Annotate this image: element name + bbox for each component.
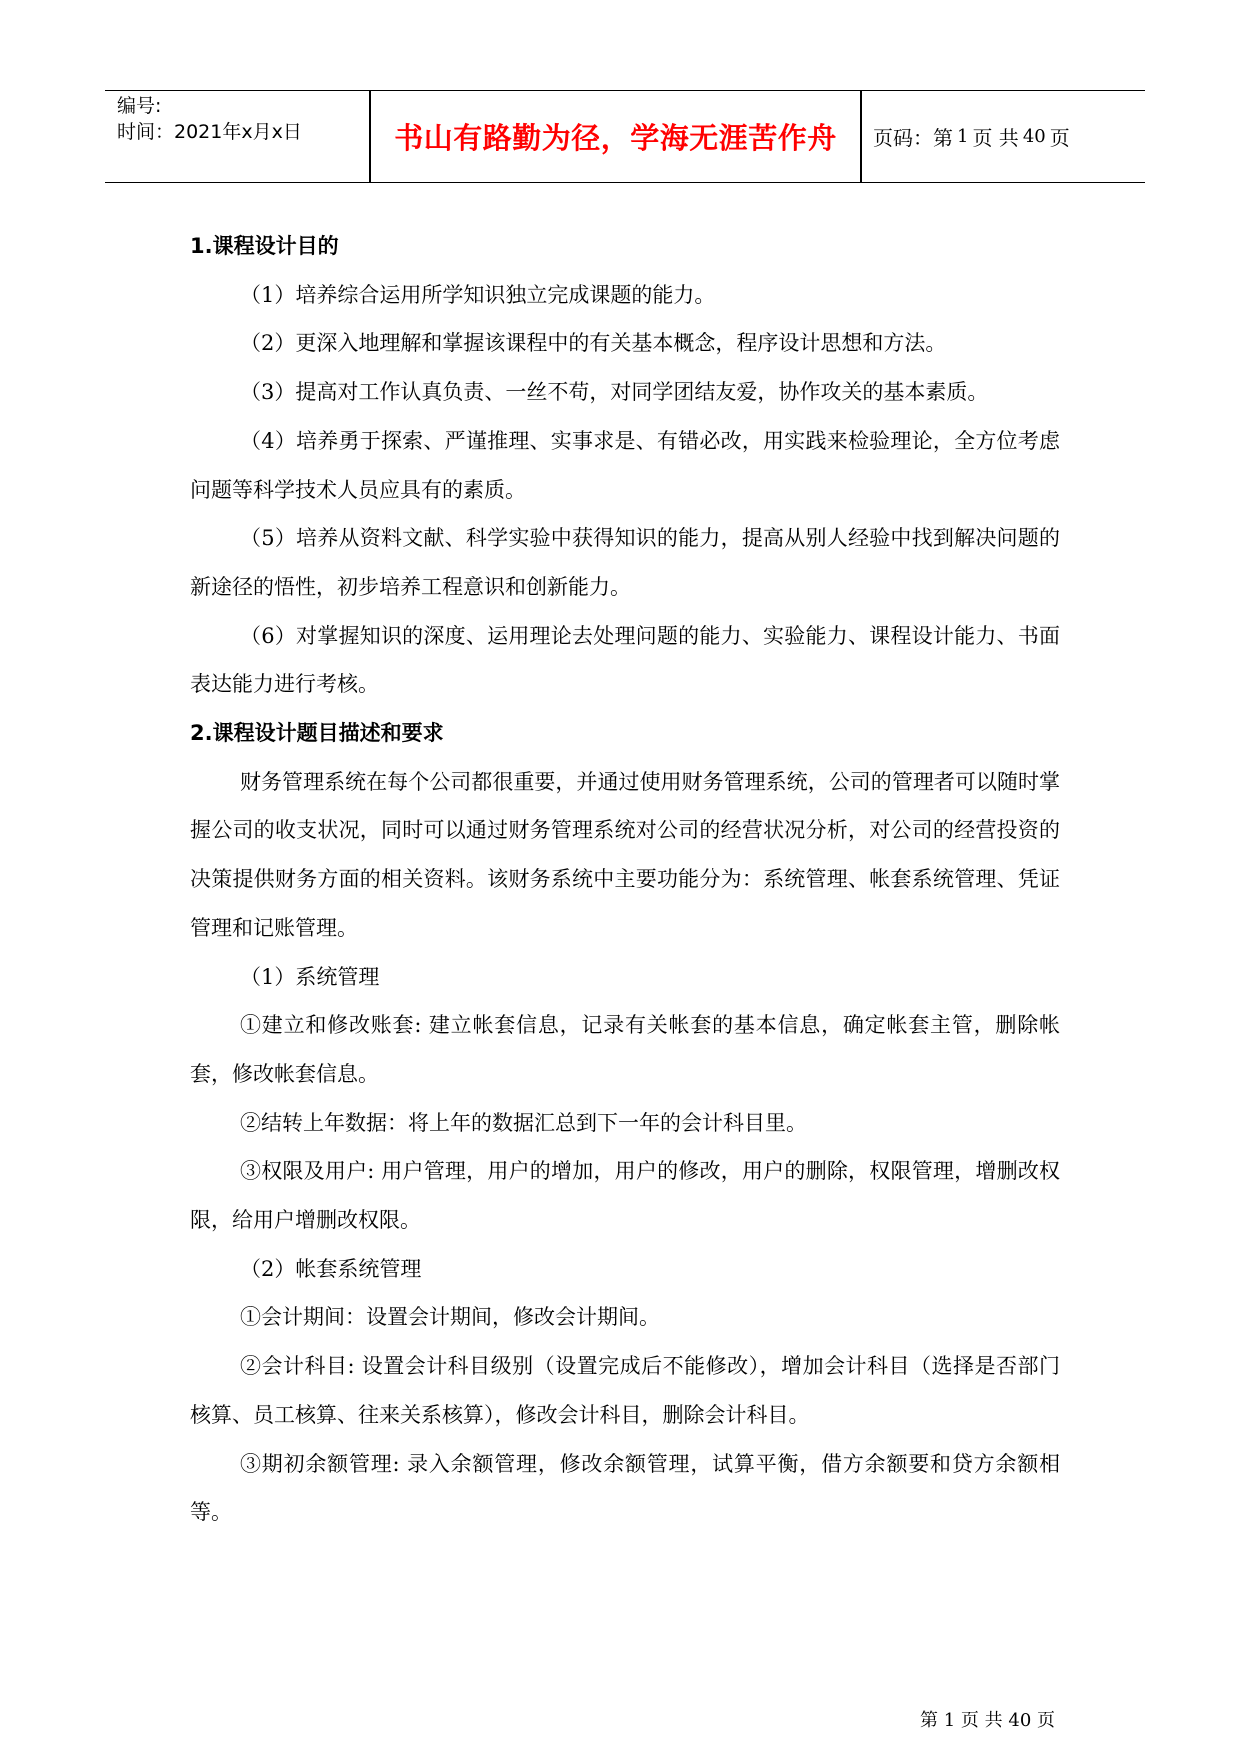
page-middle: 页 共 bbox=[972, 126, 1019, 150]
subsection-title: （1）系统管理 bbox=[240, 964, 380, 989]
page-header bbox=[105, 90, 1145, 183]
paragraph: （5）培养从资料文献、科学实验中获得知识的能力，提高从别人经验中找到解决问题的新途径的悟性，初步培养工程意识和创新能力。 bbox=[190, 526, 1060, 599]
page-prefix: 页码：第 bbox=[873, 126, 953, 150]
list-item: ③权限及用户: 用户管理，用户的增加，用户的修改，用户的删除，权限管理，增删改权限，给用户增删改权限。 bbox=[190, 1159, 1060, 1233]
subsection-title: （2）帐套系统管理 bbox=[240, 1256, 422, 1281]
paragraph: （4）培养勇于探索、严谨推理、实事求是、有错必改，用实践来检验理论，全方位考虑问题等科学技术人员应具有的素质。 bbox=[190, 428, 1060, 502]
page-current: 1 bbox=[957, 126, 969, 147]
section-title: 2.课程设计题目描述和要求 bbox=[190, 721, 444, 746]
section-title: 1.课程设计目的 bbox=[190, 234, 339, 258]
header-page-number bbox=[873, 91, 1070, 182]
list-item: ③期初余额管理: 录入余额管理，修改余额管理，试算平衡，借方余额要和贷方余额相等。 bbox=[190, 1451, 1060, 1525]
header-meta bbox=[117, 93, 362, 145]
paragraph: 财务管理系统在每个公司都很重要，并通过使用财务管理系统，公司的管理者可以随时掌握公司的收支状况，同时可以通过财务管理系统对公司的经营状况分析，对公司的经营投资的决策提供财务方面的相关资料。该财务系统中主要功能分为：系统管理、帐套系统管理、凭证管理和记账管理。 bbox=[190, 769, 1060, 940]
number-label: 编号: bbox=[117, 95, 162, 117]
paragraph: （1）培养综合运用所学知识独立完成课题的能力。 bbox=[240, 282, 716, 307]
time-label: 时间：2021年x月x日 bbox=[117, 121, 302, 143]
page-footer: 第 1 页 共 40 页 bbox=[920, 1710, 1055, 1731]
document-body bbox=[190, 222, 1060, 1537]
page-suffix: 页 bbox=[1049, 126, 1070, 150]
paragraph: （2）更深入地理解和掌握该课程中的有关基本概念，程序设计思想和方法。 bbox=[240, 331, 947, 356]
list-item: ②结转上年数据：将上年的数据汇总到下一年的会计科目里。 bbox=[240, 1110, 807, 1135]
paragraph: （3）提高对工作认真负责、一丝不苟，对同学团结友爱，协作攻关的基本素质。 bbox=[240, 380, 989, 405]
list-item: ①建立和修改账套: 建立帐套信息，记录有关帐套的基本信息，确定帐套主管，删除帐套，修改帐套信息。 bbox=[190, 1013, 1060, 1086]
header-divider bbox=[860, 91, 862, 182]
list-item: ②会计科目: 设置会计科目级别（设置完成后不能修改），增加会计科目（选择是否部门核算、员工核算、往来关系核算），修改会计科目，删除会计科目。 bbox=[190, 1354, 1060, 1427]
list-item: ①会计期间：设置会计期间，修改会计期间。 bbox=[240, 1305, 660, 1330]
header-motto: 书山有路勤为径，学海无涯苦作舟 bbox=[394, 121, 837, 155]
paragraph: （6）对掌握知识的深度、运用理论去处理问题的能力、实验能力、课程设计能力、书面表达能力进行考核。 bbox=[190, 623, 1060, 697]
page-total: 40 bbox=[1022, 126, 1046, 147]
